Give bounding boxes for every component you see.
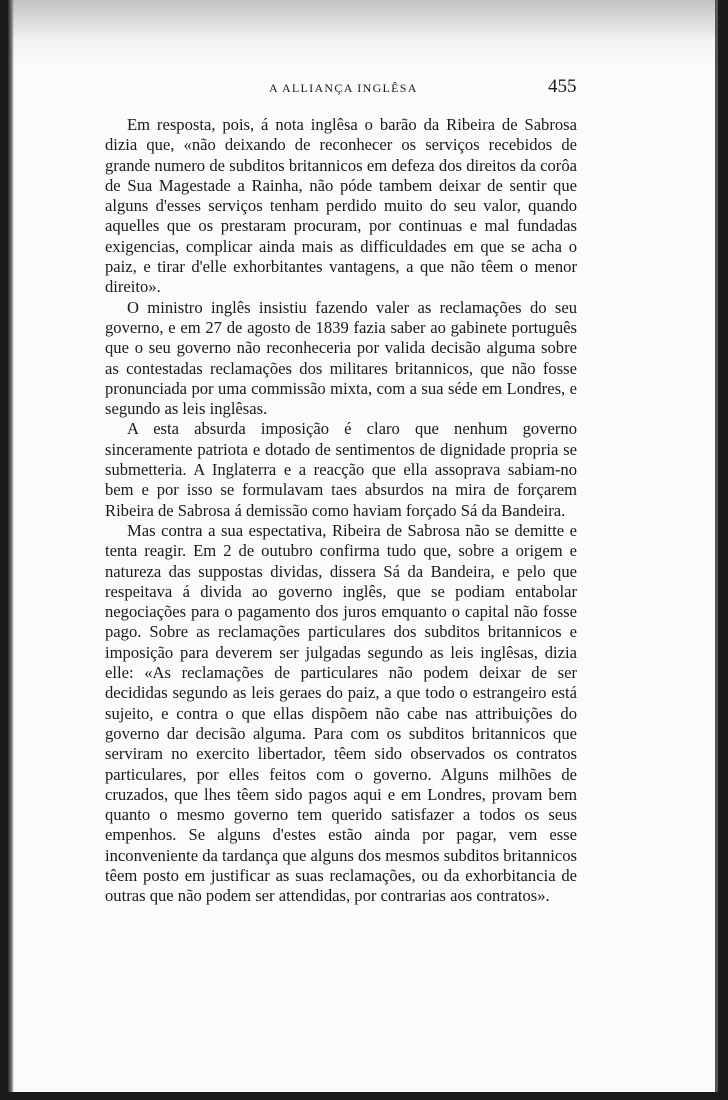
running-title: A ALLIANÇA INGLÊSA (269, 81, 418, 95)
page-left-edge-shadow (8, 0, 14, 1092)
paragraph: A esta absurda imposição é claro que nenhum governo sinceramente patriota e dotado de sentimentos de dignidade propria se submetteria. A Inglaterra e a reacção que ella assoprava sabiam-no bem e por isso se formulavam taes absurdos na mira de forçarem Ribeira de Sabrosa á demissão como haviam forçado Sá da Bandeira. (105, 419, 577, 520)
page-right-edge (715, 0, 718, 1092)
paragraph: O ministro inglês insistiu fazendo valer as reclamações do seu governo, e em 27 de agosto de 1839 fazia saber ao gabinete português que o seu governo não reconheceria por valida decisão alguma sobre as contestadas reclamações dos militares britannicos, que não fosse pronunciada por uma commissão mixta, com a sua séde em Londres, e segundo as leis inglêsas. (105, 297, 577, 419)
paragraph: Em resposta, pois, á nota inglêsa o barão da Ribeira de Sabrosa dizia que, «não deixando de reconhecer os serviços recebidos de grande numero de subditos britannicos em defeza dos direitos da corôa de Sua Magestade a Rainha, não póde tambem deixar de sentir que alguns d'esses serviços tenham perdido muito do seu valor, quando aquelles que os prestaram procuram, por continuas e mal fundadas exigencias, complicar ainda mais as difficuldades em que se acha o paiz, e tirar d'elle exhorbitantes vantagens, a que não têem o menor direito». (105, 115, 577, 297)
page-number: 455 (548, 76, 577, 97)
body-text (105, 115, 577, 907)
book-page (8, 0, 718, 1092)
paragraph: Mas contra a sua espectativa, Ribeira de Sabrosa não se demitte e tenta reagir. Em 2 de outubro confirma tudo que, sobre a origem e natureza das suppostas dividas, dissera Sá da Bandeira, e pelo que respeitava á divida ao governo inglês, que se podiam entabolar negociações para o pagamento dos juros emquanto o capital não fosse pago. Sobre as reclamações particulares dos subditos britannicos e imposição para deverem ser julgadas segundo as leis inglêsas, dizia elle: «As reclamações de particulares não podem deixar de ser decididas segundo as leis geraes do paiz, a que todo o estrangeiro está sujeito, e contra o que ellas dispõem não cabe nas attribuições do governo dar decisão alguma. Para com os subditos britannicos que serviram no exercito libertador, têem sido observados os contratos particulares, por elles feitos com o governo. Alguns milhões de cruzados, que lhes têem sido pagos aqui e em Londres, provam bem quanto o mesmo governo tem querido satisfazer a todos os seus empenhos. Se alguns d'estes estão ainda por pagar, vem esse inconveniente da tardança que alguns dos mesmos subditos britannicos têem posto em justificar as suas reclamações, ou da exhorbitancia de outras que não podem ser attendidas, por contrarias aos contratos». (105, 520, 577, 906)
